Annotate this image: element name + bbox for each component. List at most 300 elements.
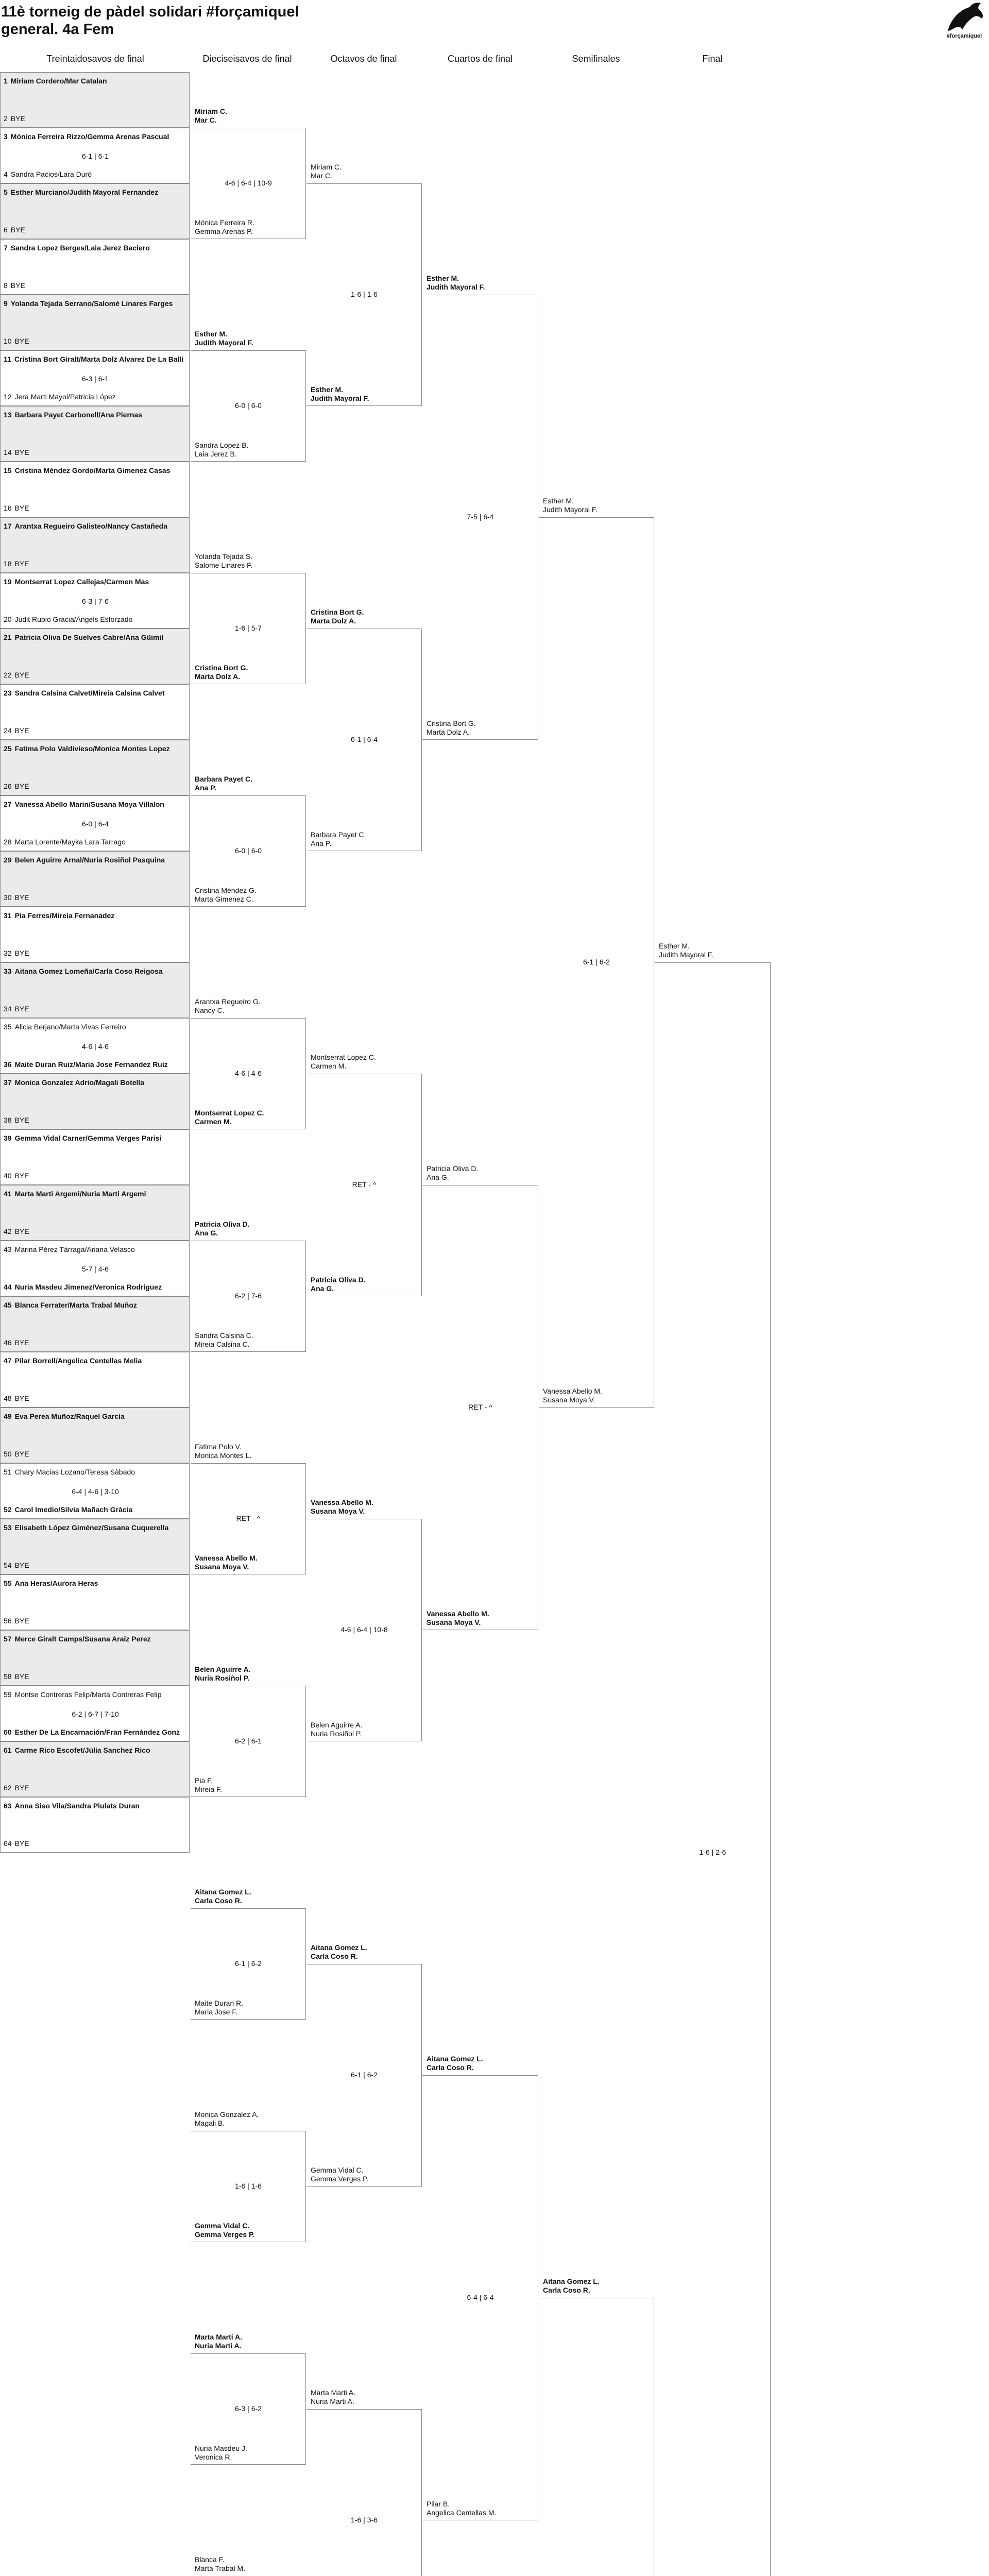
player-name: Esther M. xyxy=(543,497,574,505)
pair-top xyxy=(195,107,227,125)
seed-number: 13 xyxy=(4,411,12,419)
player-name: Ana G. xyxy=(427,1173,449,1181)
player-row xyxy=(4,1190,187,1198)
player-name: Pia F. xyxy=(195,1776,213,1785)
player-row xyxy=(4,744,187,753)
pair-top xyxy=(543,2277,600,2295)
pair-bottom xyxy=(195,2222,254,2239)
seed-number: 7 xyxy=(4,244,8,252)
player-name: Ana P. xyxy=(311,839,332,848)
pair-top xyxy=(427,274,485,292)
pair-name: BYE xyxy=(14,1450,29,1458)
player-name: Vanessa Abello M. xyxy=(195,1554,258,1562)
player-name: Cristina Méndez G. xyxy=(195,886,257,894)
match-r1 xyxy=(0,1296,190,1352)
pair-name: Patricia Oliva De Suelves Cabre/Ana Güimil xyxy=(14,633,164,641)
match-score: 6-4 | 6-4 xyxy=(467,2293,494,2301)
seed-number: 16 xyxy=(4,504,12,512)
pair-name: Anna Siso Vila/Sandra Piulats Duran xyxy=(14,1802,140,1810)
match-r1 xyxy=(0,517,190,573)
player-name: Yolanda Tejada S. xyxy=(195,552,253,561)
player-name: Monica Gonzalez A. xyxy=(195,2110,259,2119)
player-name: Vanessa Abello M. xyxy=(311,1498,373,1506)
match-score: 4-6 | 6-4 | 10-8 xyxy=(340,1625,388,1634)
player-row xyxy=(4,615,187,623)
pair-name: Judit Rubio Gracia/Àngels Esforzado xyxy=(14,615,133,623)
match-r1 xyxy=(0,183,190,239)
seed-number: 37 xyxy=(4,1078,12,1087)
player-name: Carla Coso R. xyxy=(427,2063,474,2072)
player-row xyxy=(4,1005,187,1013)
player-row xyxy=(4,1023,187,1031)
match-score: RET - ^ xyxy=(236,1514,261,1522)
player-row xyxy=(4,782,187,790)
match-r1 xyxy=(0,239,190,295)
seed-number: 55 xyxy=(4,1579,12,1587)
pair-name: BYE xyxy=(14,1394,29,1402)
pair-name: BYE xyxy=(14,726,29,735)
player-name: Esther M. xyxy=(311,385,344,394)
match-r1 xyxy=(0,1463,190,1519)
player-row xyxy=(4,281,187,290)
pair-top xyxy=(195,2110,259,2128)
pair-name: BYE xyxy=(14,1561,29,1569)
pair-name: BYE xyxy=(14,1172,29,1180)
seed-number: 56 xyxy=(4,1617,12,1625)
player-name: Belen Aguirre A. xyxy=(195,1665,251,1673)
match-r1 xyxy=(0,295,190,350)
pair-bottom xyxy=(195,2444,247,2462)
pair-name: BYE xyxy=(14,949,29,957)
player-row xyxy=(4,800,187,808)
player-row xyxy=(4,170,187,178)
player-row xyxy=(4,1078,187,1087)
pair-name: Vanessa Abello Marin/Susana Moya Villalon xyxy=(14,800,164,808)
match-r1 xyxy=(0,962,190,1018)
match-score: 4-6 | 4-6 xyxy=(82,1042,109,1050)
player-name: Susana Moya V. xyxy=(427,1618,481,1626)
seed-number: 31 xyxy=(4,911,12,920)
pair-name: BYE xyxy=(14,337,29,345)
pair-name: Cristina Bort Giralt/Marta Dolz Alvarez De La Balli xyxy=(14,355,184,363)
match-r1 xyxy=(0,684,190,740)
pair-name: BYE xyxy=(14,1784,29,1792)
match-score: 6-1 | 6-2 xyxy=(583,958,610,966)
pair-name: BYE xyxy=(14,1338,29,1347)
pair-top xyxy=(311,1943,367,1961)
player-row xyxy=(4,244,187,252)
player-name: Esther M. xyxy=(659,942,690,950)
player-name: Cristina Bort G. xyxy=(195,664,248,672)
pair-bottom xyxy=(195,1109,264,1126)
pair-top xyxy=(311,608,364,625)
seed-number: 4 xyxy=(4,170,8,178)
pair-bottom xyxy=(311,2166,369,2183)
player-name: Veronica R. xyxy=(195,2453,232,2461)
player-name: Cristina Bort G. xyxy=(427,719,476,727)
player-name: Carmen M. xyxy=(311,1062,347,1070)
match-score: 6-1 | 6-4 xyxy=(351,735,378,743)
pair-bottom xyxy=(195,441,248,459)
player-row xyxy=(4,1561,187,1569)
pair-name: Sandra Lopez Berges/Laia Jerez Baciero xyxy=(10,244,150,252)
seed-number: 50 xyxy=(4,1450,12,1458)
seed-number: 2 xyxy=(4,114,8,123)
seed-number: 18 xyxy=(4,560,12,568)
column-header: Semifinales xyxy=(572,54,620,64)
player-name: Nuria Rosiñol P. xyxy=(195,1674,250,1682)
match-r1 xyxy=(0,1241,190,1296)
player-name: Aitana Gomez L. xyxy=(427,2055,483,2063)
pair-top xyxy=(543,497,598,514)
pair-name: BYE xyxy=(14,560,29,568)
player-row xyxy=(4,1338,187,1347)
player-name: Barbara Payet C. xyxy=(311,831,366,839)
player-row xyxy=(4,1134,187,1142)
player-row xyxy=(4,522,187,530)
pair-bottom xyxy=(427,719,476,737)
player-row xyxy=(4,77,187,85)
player-name: Judith Mayoral F. xyxy=(543,505,598,514)
logo-hashtag: #forçamiquel xyxy=(946,33,982,39)
seed-number: 10 xyxy=(4,337,12,345)
pair-name: Arantxa Regueiro Galisteo/Nancy Castañeda xyxy=(14,522,168,530)
player-name: Gemma Arenas P. xyxy=(195,227,253,235)
player-name: Montserrat Lopez C. xyxy=(195,1109,264,1117)
pair-bottom xyxy=(311,831,366,848)
match-score: 4-6 | 6-4 | 10-9 xyxy=(225,179,272,187)
pair-name: BYE xyxy=(14,1005,29,1013)
pair-name: Alicia Berjano/Marta Vivas Ferreiro xyxy=(14,1023,126,1031)
match-score: 6-1 | 6-2 xyxy=(351,2071,378,2079)
pair-top xyxy=(311,163,342,180)
player-row xyxy=(4,633,187,641)
pair-bottom xyxy=(195,886,257,904)
pair-name: BYE xyxy=(14,448,29,456)
player-row xyxy=(4,1728,187,1736)
player-row xyxy=(4,1505,187,1514)
player-name: Marta Dolz A. xyxy=(427,728,470,736)
player-row xyxy=(4,1394,187,1402)
player-name: Susana Moya V. xyxy=(311,1507,365,1515)
match-score: 6-0 | 6-4 xyxy=(82,820,109,828)
pair-name: BYE xyxy=(10,114,25,123)
pair-name: Pia Ferres/Mireia Fernanadez xyxy=(14,911,115,920)
pair-name: Gemma Vidal Carner/Gemma Verges Parisi xyxy=(14,1134,162,1142)
match-r1 xyxy=(0,629,190,684)
pair-name: Barbara Payet Carbonell/Ana Piernas xyxy=(14,411,143,419)
seed-number: 41 xyxy=(4,1190,12,1198)
player-row xyxy=(4,1468,187,1476)
match-r1 xyxy=(0,1018,190,1074)
player-name: Marta Gimenez C. xyxy=(195,895,253,903)
pair-name: Ana Heras/Aurora Heras xyxy=(14,1579,98,1587)
player-name: Nuria Rosiñol P. xyxy=(311,1730,362,1738)
player-name: Ana P. xyxy=(195,784,216,792)
seed-number: 23 xyxy=(4,689,12,697)
pair-name: Esther De La Encarnación/Fran Fernández Gonz xyxy=(14,1728,180,1736)
column-header: Cuartos de final xyxy=(447,54,513,64)
seed-number: 57 xyxy=(4,1635,12,1643)
title-line-2: general. 4a Fem xyxy=(1,21,114,38)
seed-number: 38 xyxy=(4,1116,12,1124)
pair-name: BYE xyxy=(14,671,29,679)
player-row xyxy=(4,299,187,308)
seed-number: 28 xyxy=(4,838,12,846)
match-score: 6-4 | 4-6 | 3-10 xyxy=(72,1487,119,1496)
seed-number: 25 xyxy=(4,744,12,753)
seed-number: 26 xyxy=(4,782,12,790)
player-row xyxy=(4,1784,187,1792)
player-name: Gemma Verges P. xyxy=(195,2230,255,2239)
player-name: Aitana Gomez L. xyxy=(195,1888,251,1896)
seed-number: 9 xyxy=(4,299,8,308)
player-name: Marta Marti A. xyxy=(195,2333,243,2341)
pair-bottom xyxy=(195,1331,253,1349)
pair-bottom xyxy=(195,218,254,236)
player-row xyxy=(4,1635,187,1643)
match-score: 6-2 | 6-7 | 7-10 xyxy=(72,1710,119,1718)
match-round3 xyxy=(306,2409,422,2576)
player-row xyxy=(4,337,187,345)
pair-bottom xyxy=(311,385,369,403)
match-r1 xyxy=(0,406,190,462)
pair-name: BYE xyxy=(14,1839,29,1848)
column-header: Dieciseisavos de final xyxy=(202,54,292,64)
seed-number: 22 xyxy=(4,671,12,679)
player-name: Blanca F. xyxy=(195,2555,225,2564)
seed-number: 63 xyxy=(4,1802,12,1810)
seed-number: 5 xyxy=(4,188,8,196)
seed-number: 35 xyxy=(4,1023,12,1031)
player-name: Sandra Lopez B. xyxy=(195,441,249,449)
match-score: 6-3 | 7-6 xyxy=(82,597,109,605)
pair-name: Pilar Borrell/Angelica Centellas Melia xyxy=(14,1357,142,1365)
pair-name: Marta Lorente/Mayka Lara Tarrago xyxy=(14,838,126,846)
player-name: Carla Coso R. xyxy=(311,1952,358,1960)
pair-name: Merce Giralt Camps/Susana Araiz Perez xyxy=(14,1635,151,1643)
player-name: Judith Mayoral F. xyxy=(195,338,253,347)
seed-number: 34 xyxy=(4,1005,12,1013)
match-r1 xyxy=(0,795,190,851)
player-name: Laia Jerez B. xyxy=(195,450,237,458)
pair-top xyxy=(311,2388,355,2406)
player-name: Gemma Vidal C. xyxy=(311,2166,364,2174)
pair-name: Mónica Ferreira Rizzo/Gemma Arenas Pascual xyxy=(10,132,169,141)
seed-number: 1 xyxy=(4,77,8,85)
seed-number: 48 xyxy=(4,1394,12,1402)
player-row xyxy=(4,1579,187,1587)
match-score: 4-6 | 4-6 xyxy=(235,1069,262,1077)
pair-name: Montserrat Lopez Callejas/Carmen Mas xyxy=(14,578,149,586)
seed-number: 27 xyxy=(4,800,12,808)
player-row xyxy=(4,560,187,568)
player-row xyxy=(4,188,187,196)
seed-number: 42 xyxy=(4,1227,12,1235)
pair-name: Cristina Méndez Gordo/Marta Gimenez Casas xyxy=(14,466,170,474)
player-name: Nuria Masdeu J. xyxy=(195,2444,247,2452)
player-name: Esther M. xyxy=(195,330,228,338)
pair-bottom xyxy=(311,1721,362,1738)
pair-name: Belen Aguirre Arnal/Nuria Rosiñol Pasquina xyxy=(14,856,165,864)
match-r1 xyxy=(0,1630,190,1686)
match-r1 xyxy=(0,350,190,406)
player-row xyxy=(4,1116,187,1124)
seed-number: 46 xyxy=(4,1338,12,1347)
match-round5 xyxy=(539,2298,654,2576)
player-name: Carla Coso R. xyxy=(543,2286,590,2294)
pair-name: BYE xyxy=(14,782,29,790)
player-name: Mireia Calsina C. xyxy=(195,1340,250,1348)
player-name: Vanessa Abello M. xyxy=(543,1387,602,1395)
player-row xyxy=(4,1283,187,1291)
player-row xyxy=(4,1523,187,1532)
match-score: 5-7 | 4-6 xyxy=(82,1265,109,1273)
seed-number: 6 xyxy=(4,226,8,234)
pair-name: Sandra Calsina Calvet/Mireia Calsina Calvet xyxy=(14,689,165,697)
match-round6 xyxy=(655,962,771,2576)
player-name: Mar C. xyxy=(195,116,217,124)
seed-number: 62 xyxy=(4,1784,12,1792)
pair-name: Eva Perea Muñoz/Raquel García xyxy=(14,1412,125,1420)
player-row xyxy=(4,1690,187,1699)
match-r1 xyxy=(0,1408,190,1463)
player-name: Carla Coso R. xyxy=(195,1896,242,1905)
pair-top xyxy=(195,1443,252,1460)
pair-name: Marta Marti Argemi/Nuria Marti Argemi xyxy=(14,1190,146,1198)
match-r1 xyxy=(0,1741,190,1797)
pair-top xyxy=(311,1053,376,1071)
match-score: 6-1 | 6-1 xyxy=(82,152,109,160)
pair-name: BYE xyxy=(14,1617,29,1625)
player-name: Vanessa Abello M. xyxy=(427,1609,489,1618)
player-name: Nancy C. xyxy=(195,1006,225,1014)
match-r1 xyxy=(0,1352,190,1408)
pair-name: Marina Pérez Tàrraga/Ariana Velasco xyxy=(14,1245,135,1253)
seed-number: 14 xyxy=(4,448,12,456)
player-name: Maria Jose F. xyxy=(195,2008,238,2016)
player-row xyxy=(4,1301,187,1309)
seed-number: 12 xyxy=(4,393,12,401)
column-header: Octavos de final xyxy=(330,54,397,64)
pair-name: BYE xyxy=(14,893,29,902)
player-name: Arantxa Regueiro G. xyxy=(195,997,261,1006)
pair-name: Jera Marti Mayol/Patricia López xyxy=(14,393,116,401)
player-row xyxy=(4,1839,187,1848)
player-name: Miriam C. xyxy=(311,163,342,171)
match-r1 xyxy=(0,72,190,128)
pair-top xyxy=(195,2333,242,2350)
player-name: Mónica Ferreira R. xyxy=(195,218,254,227)
seed-number: 43 xyxy=(4,1245,12,1253)
pair-name: BYE xyxy=(14,504,29,512)
pair-top xyxy=(195,1220,250,1238)
player-row xyxy=(4,893,187,902)
player-name: Esther M. xyxy=(427,274,459,282)
player-name: Miriam C. xyxy=(195,107,228,115)
match-score: 6-2 | 7-6 xyxy=(235,1292,262,1300)
player-name: Fatima Polo V. xyxy=(195,1443,242,1451)
seed-number: 17 xyxy=(4,522,12,530)
player-row xyxy=(4,504,187,512)
player-name: Maite Duran R. xyxy=(195,1999,244,2007)
match-r1 xyxy=(0,907,190,962)
player-name: Gemma Verges P. xyxy=(311,2175,369,2183)
title-line-1: 11è torneig de pàdel solidari #forçamiquel xyxy=(1,4,299,20)
match-r1 xyxy=(0,1185,190,1241)
pair-name: BYE xyxy=(14,1672,29,1681)
pair-bottom xyxy=(427,2500,496,2517)
pair-name: BYE xyxy=(10,226,25,234)
match-score: 6-3 | 6-1 xyxy=(82,375,109,383)
player-row xyxy=(4,856,187,864)
player-name: Carmen M. xyxy=(195,1117,232,1126)
pair-top xyxy=(311,1498,373,1516)
pair-bottom xyxy=(195,1554,258,1571)
player-row xyxy=(4,1245,187,1253)
player-row xyxy=(4,355,187,363)
seed-number: 49 xyxy=(4,1412,12,1420)
player-name: Ana G. xyxy=(311,1284,334,1293)
player-name: Nuria Marti A. xyxy=(195,2342,242,2350)
seed-number: 47 xyxy=(4,1357,12,1365)
player-row xyxy=(4,949,187,957)
column-header: Treintaidosavos de final xyxy=(46,54,144,64)
player-name: Nuria Marti A. xyxy=(311,2397,354,2405)
seed-number: 24 xyxy=(4,726,12,735)
player-name: Ana G. xyxy=(195,1229,218,1237)
seed-number: 15 xyxy=(4,466,12,474)
match-r1 xyxy=(0,462,190,517)
match-score: RET - ^ xyxy=(352,1180,377,1189)
player-name: Susana Moya V. xyxy=(543,1396,595,1404)
player-row xyxy=(4,448,187,456)
seed-number: 21 xyxy=(4,633,12,641)
player-row xyxy=(4,114,187,123)
pair-name: BYE xyxy=(10,281,25,290)
match-score: 6-0 | 6-0 xyxy=(235,846,262,855)
seed-number: 51 xyxy=(4,1468,12,1476)
pair-bottom xyxy=(427,1609,489,1627)
player-name: Susana Moya V. xyxy=(195,1563,249,1571)
seed-number: 58 xyxy=(4,1672,12,1681)
match-score: 1-6 | 1-6 xyxy=(351,290,378,298)
match-r1 xyxy=(0,740,190,795)
pair-top xyxy=(195,552,252,570)
match-score: 1-6 | 3-6 xyxy=(351,2516,378,2524)
seed-number: 30 xyxy=(4,893,12,902)
player-name: Belen Aguirre A. xyxy=(311,1721,363,1729)
player-row xyxy=(4,726,187,735)
player-row xyxy=(4,226,187,234)
seed-number: 54 xyxy=(4,1561,12,1569)
match-score: RET - ^ xyxy=(468,1403,492,1411)
match-score: 6-1 | 6-2 xyxy=(235,1959,262,1968)
seed-number: 19 xyxy=(4,578,12,586)
player-name: Patricia Oliva D. xyxy=(195,1220,250,1228)
seed-number: 59 xyxy=(4,1690,12,1699)
player-row xyxy=(4,578,187,586)
player-name: Sandra Calsina C. xyxy=(195,1331,253,1340)
seed-number: 33 xyxy=(4,967,12,975)
page-title xyxy=(1,3,299,38)
match-r1 xyxy=(0,1519,190,1574)
pair-name: Esther Murciano/Judith Mayoral Fernandez xyxy=(10,188,159,196)
player-name: Marta Marti A. xyxy=(311,2388,356,2397)
column-header: Final xyxy=(702,54,723,64)
seed-number: 32 xyxy=(4,949,12,957)
pair-top xyxy=(195,1888,251,1905)
